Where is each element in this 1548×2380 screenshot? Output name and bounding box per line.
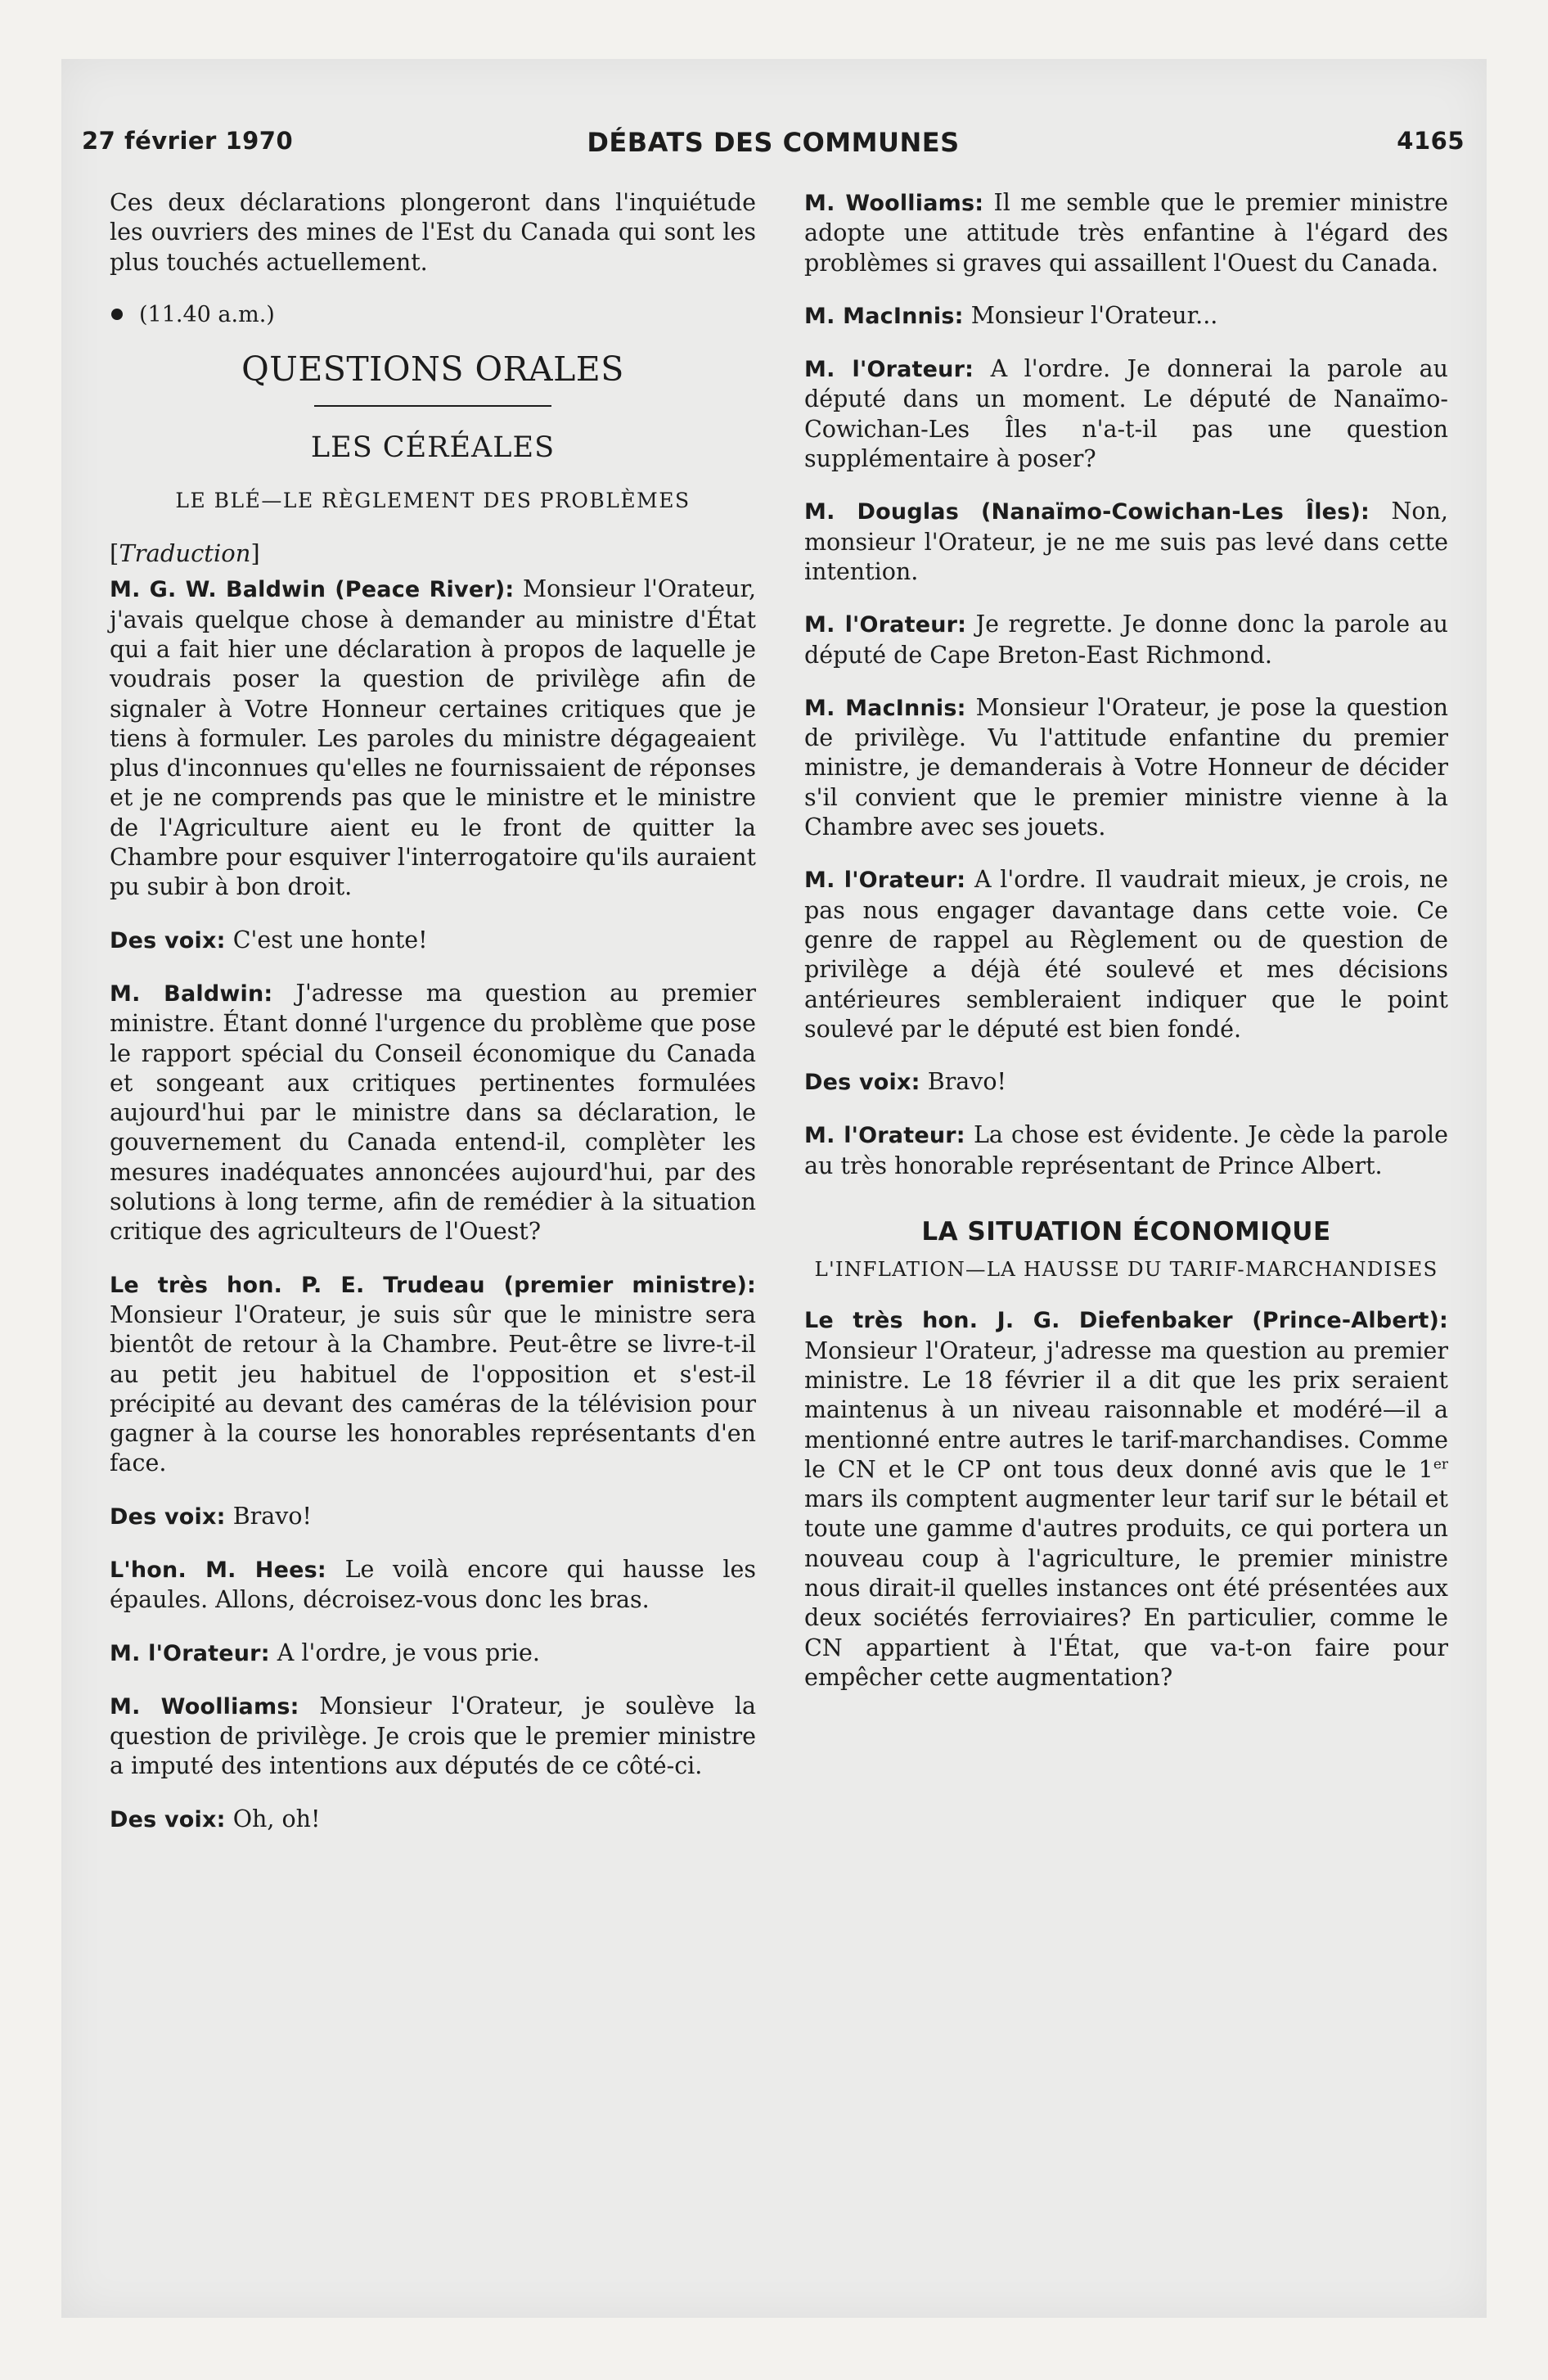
speech-text: J'adresse ma question au premier ministre. Étant donné l'urgence du problème que pose le rapport spécial du Conseil économique du Canada et songeant aux critiques pertinentes formulées aujourd'hui par le ministre dans sa déclaration, le gouvernement du Canada entend-il, complèter les mesures inadéquates annoncées aujourd'hui, par des solutions à long terme, afin de remédier à la situation critique des agriculteurs de l'Ouest? [110, 979, 757, 1246]
speech-text: A l'ordre. Il vaudrait mieux, je crois, ne pas nous engager davantage dans cette voie. Ce genre de rappel au Règlement ou de question de privilège a déjà été soulevé et mes décisions antérieures sembleraient indiquer que le point soulevé par le député est bien fondé. [804, 866, 1449, 1043]
speech-text: A l'ordre. Je donnerai la parole au député dans un moment. Le député de Nanaïmo-Cowichan-Les Îles n'a-t-il pas une question supplémentaire à poser? [804, 355, 1449, 473]
speech-text: Le voilà encore qui hausse les épaules. Allons, décroisez-vous donc les bras. [110, 1555, 757, 1614]
speaker-name: M. Woolliams: [110, 1693, 299, 1720]
speech-paragraph [804, 1120, 1448, 1181]
speaker-name: M. Baldwin: [110, 980, 273, 1007]
speech-text: Monsieur l'Orateur, j'avais quelque chose à demander au ministre d'État qui a fait hier une déclaration à propos de laquelle je voudrais poser la question de privilège afin de signaler à Votre Honneur certaines critiques que je tiens à formuler. Les paroles du ministre dégageaient plus d'inconnues qu'elles ne fournissaient de réponses et je ne comprends pas que le ministre et le ministre de l'Agriculture aient eu le front de quitter la Chambre pour esquiver l'interrogatoire qu'ils auraient pu subir à bon droit. [110, 575, 757, 901]
speech-paragraph [110, 1805, 756, 1835]
speaker-name: Des voix: [110, 1806, 226, 1832]
speech-paragraph [110, 575, 756, 902]
speech-paragraph [110, 979, 756, 1247]
speech-paragraph [110, 926, 756, 956]
section-heading-questions-orales: QUESTIONS ORALES [241, 349, 624, 390]
speech-text: Monsieur l'Orateur... [970, 301, 1218, 329]
speech-paragraph [804, 1305, 1448, 1693]
heading-rule [314, 405, 551, 407]
speech-text: Monsieur l'Orateur, je suis sûr que le ministre sera bientôt de retour à la Chambre. Peut-être se livre-t-il au petit jeu habituel de l'opposition et s'est-il précipité au devant des caméras de la télévision pour gagner à la course les honorables représentants d'en face. [110, 1300, 756, 1477]
speaker-name: M. l'Orateur: [804, 612, 967, 638]
speech-text: La chose est évidente. Je cède la parole au très honorable représentant de Prince Albert. [804, 1121, 1449, 1179]
speaker-name: M. l'Orateur: [804, 1123, 965, 1149]
speaker-name: L'hon. M. Hees: [110, 1557, 326, 1583]
speech-text: Monsieur l'Orateur, je soulève la question de privilège. Je crois que le premier ministre a imputé des intentions aux députés de ce côté-ci. [110, 1692, 757, 1780]
speech-text: Oh, oh! [232, 1805, 321, 1832]
speaker-name: Des voix: [804, 1070, 920, 1096]
speech-paragraph [804, 610, 1448, 670]
speech-text: C'est une honte! [232, 926, 428, 953]
subheading-ble: LE BLÉ—LE RÈGLEMENT DES PROBLÈMES [175, 488, 691, 512]
subheading-inflation: L'INFLATION—LA HAUSSE DU TARIF-MARCHANDISES [814, 1257, 1438, 1282]
page-header [82, 127, 1465, 168]
speech-text: Monsieur l'Orateur, je pose la question de privilège. Vu l'attitude enfantine du premier ministre, je demanderais à Votre Honneur de décider s'il convient que le premier ministre vienne à la Chambre avec ses jouets. [804, 693, 1448, 841]
speaker-name: Des voix: [110, 1503, 226, 1530]
speech-text: A l'ordre, je vous prie. [277, 1639, 540, 1666]
left-column [110, 188, 756, 1858]
speaker-name: Le très hon. P. E. Trudeau (premier ministre): [110, 1272, 756, 1298]
superscript-er: er [1433, 1456, 1448, 1473]
speaker-name: M. l'Orateur: [804, 868, 966, 894]
bullet-icon [111, 309, 123, 320]
speech-text: Bravo! [927, 1068, 1006, 1096]
speaker-name: M. Woolliams: [804, 191, 984, 216]
speech-text: Monsieur l'Orateur, j'adresse ma question au premier ministre. Le 18 février il a dit que les prix seraient maintenus à un niveau raisonnable et modéré—il a mentionné entre autres le tarif-marchandises. Comme le CN et le CP ont tous deux donné avis que le 1 [804, 1336, 1448, 1483]
time-marker-text: (11.40 a.m.) [139, 301, 275, 327]
speaker-name: M. G. W. Baldwin (Peace River): [110, 577, 515, 603]
speech-text: Il me semble que le premier ministre adopte une attitude très enfantine à l'égard des problèmes si graves qui assaillent l'Ouest du Canada. [804, 189, 1449, 277]
right-column [804, 188, 1448, 1715]
time-marker [110, 300, 756, 330]
speech-paragraph [110, 1270, 756, 1479]
speech-paragraph [804, 354, 1448, 474]
page-number: 4165 [1397, 127, 1465, 155]
translation-note: [Traduction] [110, 539, 260, 568]
speech-paragraph [804, 188, 1448, 278]
header-date: 27 février 1970 [82, 127, 294, 155]
speaker-name: Des voix: [110, 927, 226, 953]
section-heading-cereales: LES CÉRÉALES [310, 431, 556, 465]
speech-text: Non, monsieur l'Orateur, je ne me suis pas levé dans cette intention. [804, 498, 1448, 585]
header-title: DÉBATS DES COMMUNES [587, 127, 960, 158]
speaker-name: M. l'Orateur: [804, 357, 974, 383]
speaker-name: M. l'Orateur: [110, 1640, 270, 1666]
speech-paragraph [804, 497, 1448, 587]
speaker-name: M. MacInnis: [804, 303, 964, 329]
speech-paragraph [110, 1639, 756, 1669]
speaker-name: Le très hon. J. G. Diefenbaker (Prince-Albert): [804, 1308, 1448, 1334]
speech-paragraph [110, 1555, 756, 1616]
speech-text: Je regrette. Je donne donc la parole au député de Cape Breton-East Richmond. [804, 611, 1449, 669]
speech-paragraph [804, 865, 1448, 1044]
speech-paragraph [110, 1692, 756, 1782]
speech-text-continued: mars ils comptent augmenter leur tarif sur le bétail et toute une gamme d'autres produits, ce qui portera un nouveau coup à l'agriculture, le premier ministre nous dirait-il quelles instances ont été présentées aux deux sociétés ferroviaires? En particulier, comme le CN appartient à l'État, que va-t-on faire pour empêcher cette augmentation? [804, 1485, 1448, 1691]
speech-paragraph [804, 1067, 1448, 1098]
speaker-name: M. Douglas (Nanaïmo-Cowichan-Les Îles): [804, 499, 1370, 525]
speech-paragraph [110, 1502, 756, 1532]
translation-note-text: Traduction [119, 539, 251, 568]
speech-paragraph [804, 693, 1448, 842]
speaker-name: M. MacInnis: [804, 695, 966, 721]
intro-paragraph: Ces deux déclarations plongeront dans l'inquiétude les ouvriers des mines de l'Est du Canada qui sont les plus touchés actuellement. [110, 189, 756, 276]
section-heading-situation-economique: LA SITUATION ÉCONOMIQUE [921, 1217, 1331, 1247]
speech-text: Bravo! [232, 1502, 312, 1530]
speech-paragraph [804, 301, 1448, 331]
